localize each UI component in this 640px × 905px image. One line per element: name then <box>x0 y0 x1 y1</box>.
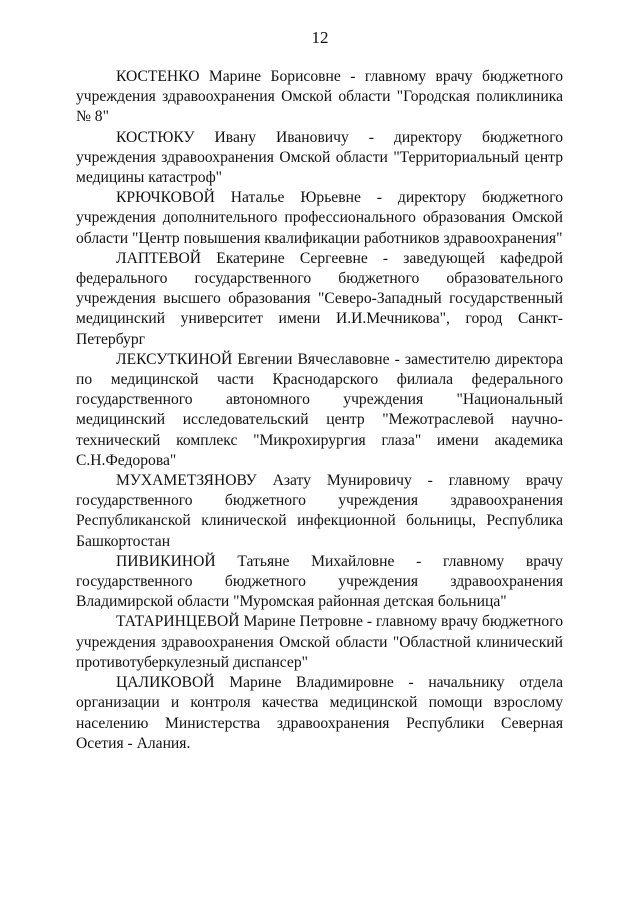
entry-surname: КОСТЕНКО <box>116 68 200 85</box>
entry-surname: ЦАЛИКОВОЙ <box>116 674 215 692</box>
entry-text: Марине Владимировне - начальнику отдела организации и контроля качества медицинской помощи взрослому населению Министерства здравоохранения Республики Северная Осетия - Алания. <box>76 674 563 752</box>
list-entry <box>76 471 563 552</box>
entry-surname: ЛЕКСУТКИНОЙ <box>116 350 233 368</box>
entry-text: Ивану Ивановичу - директору бюджетного учреждения здравоохранения Омской области "Территориальный центр медицины катастроф" <box>76 128 563 187</box>
list-entry <box>76 612 563 673</box>
list-entry <box>76 552 563 613</box>
list-entry <box>76 67 563 128</box>
list-entry <box>76 249 563 350</box>
entry-surname: КРЮЧКОВОЙ <box>116 189 215 207</box>
entry-surname: МУХАМЕТЗЯНОВУ <box>116 472 257 490</box>
entry-surname: ПИВИКИНОЙ <box>116 552 216 570</box>
award-list <box>76 67 563 754</box>
entry-text: Екатерине Сергеевне - заведующей кафедрой федерального государственного бюджетного образовательного учреждения высшего образования "Северо-Западный государственный медицинский университет имени И.И.Мечникова", город Санкт-Петербург <box>76 249 563 348</box>
entry-surname: ЛАПТЕВОЙ <box>116 249 202 267</box>
entry-text: Марине Борисовне - главному врачу бюджетного учреждения здравоохранения Омской области "Городская поликлиника № 8" <box>76 68 563 126</box>
page-number: 12 <box>311 28 329 47</box>
list-entry <box>76 128 563 189</box>
entry-text: Татьяне Михайловне - главному врачу государственного бюджетного учреждения здравоохранения Владимирской области "Муромская районная детская больница" <box>76 552 563 611</box>
entry-surname: ТАТАРИНЦЕВОЙ <box>116 613 240 631</box>
entry-text: Евгении Вячеславовне - заместителю директора по медицинской части Краснодарского филиала федерального государственного автономного учреждения "Национальный медицинский исследовательский центр "Межотраслевой научно-технический комплекс "Микрохирургия глаза" имени академика С.Н.Федорова" <box>76 350 563 469</box>
list-entry <box>76 188 563 249</box>
list-entry <box>76 673 563 754</box>
entry-text: Марине Петровне - главному врачу бюджетного учреждения здравоохранения Омской области "Областной клинический противотуберкулезный диспансер" <box>76 613 564 671</box>
entry-text: Азату Мунировичу - главному врачу государственного бюджетного учреждения здравоохранения Республиканской клинической инфекционной больницы, Республика Башкортостан <box>76 472 563 550</box>
entry-text: Наталье Юрьевне - директору бюджетного учреждения дополнительного профессионального образования Омской области "Центр повышения квалификации работников здравоохранения" <box>76 189 563 247</box>
entry-surname: КОСТЮКУ <box>116 128 195 146</box>
list-entry <box>76 350 563 471</box>
